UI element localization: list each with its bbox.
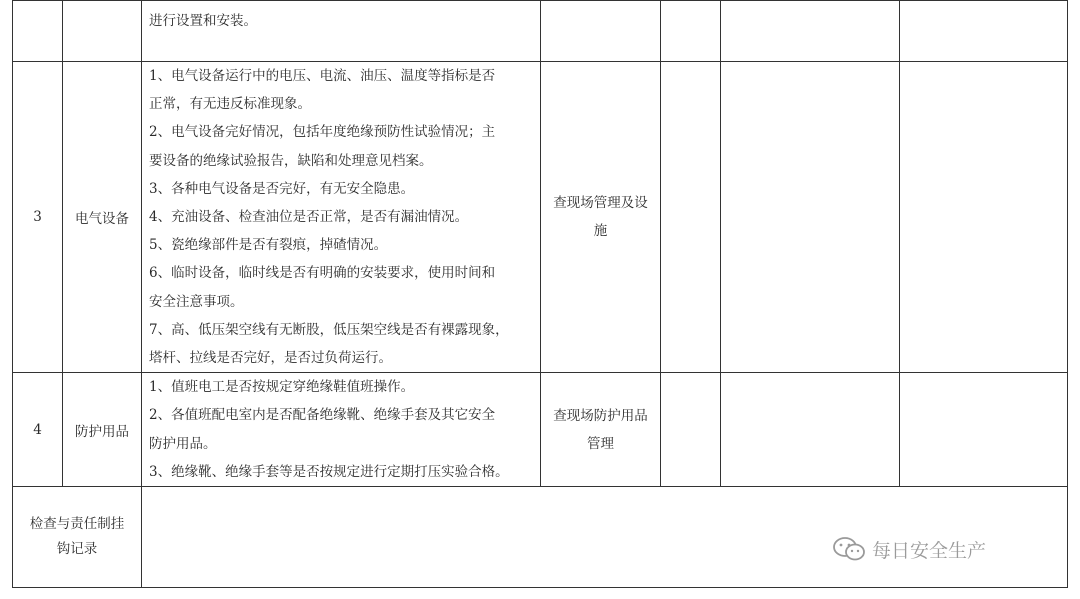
content-line: 1、值班电工是否按规定穿绝缘鞋值班操作。 [149,379,415,396]
content-line: 3、绝缘靴、绝缘手套等是否按规定进行定期打压实验合格。 [149,463,509,480]
item-cell [63,1,142,62]
content-line: 正常，有无违反标准现象。 [149,96,311,113]
watermark-text: 每日安全生产 [872,539,987,562]
content-line: 防护用品。 [149,435,217,452]
method-line: 管理 [587,435,614,452]
content-cell [142,1,541,62]
inspection-table [12,0,1068,588]
method-cell [541,1,661,62]
content-line: 7、高、低压架空线有无断股，低压架空线是否有裸露现象， [149,321,509,338]
table-row [13,373,1068,487]
blank-cell [661,62,721,373]
record-label-line: 检查与责任制挂 [29,516,125,533]
table-row-continuation [13,1,1068,62]
blank-cell [721,62,900,373]
blank-cell [661,373,721,487]
blank-cell [661,1,721,62]
method-cell [541,373,661,487]
content-line: 要设备的绝缘试验报告，缺陷和处理意见档案。 [149,152,433,169]
blank-cell [900,1,1068,62]
item-cell: 防护用品 [63,373,142,487]
content-line: 4、充油设备、检查油位是否正常，是否有漏油情况。 [149,209,469,226]
blank-cell [900,62,1068,373]
no-cell: 3 [13,62,63,373]
no-cell: 4 [13,373,63,487]
blank-cell [721,1,900,62]
content-line: 1、电气设备运行中的电压、电流、油压、温度等指标是否 [149,68,496,84]
content-line: 2、电气设备完好情况，包括年度绝缘预防性试验情况；主 [149,124,496,141]
content-cell [142,373,541,487]
content-line: 塔杆、拉线是否完好，是否过负荷运行。 [149,350,392,367]
content-cell [142,62,541,373]
blank-cell [721,373,900,487]
method-line: 施 [593,223,608,240]
table-row [13,62,1068,373]
no-cell [13,1,63,62]
item-cell: 电气设备 [63,62,142,373]
content-line: 3、各种电气设备是否完好，有无安全隐患。 [149,180,415,197]
blank-cell [900,373,1068,487]
watermark [832,535,986,563]
record-label-line: 钩记录 [56,541,98,558]
content-line: 安全注意事项。 [149,293,244,310]
wechat-icon [832,535,866,563]
content-line: 进行设置和安装。 [149,13,257,29]
method-cell [541,62,661,373]
record-label-cell [13,487,142,588]
content-line: 2、各值班配电室内是否配备绝缘靴、绝缘手套及其它安全 [149,407,496,424]
method-line: 查现场防护用品 [553,407,648,424]
method-line: 查现场管理及设 [553,195,648,212]
content-line: 6、临时设备，临时线是否有明确的安装要求，使用时间和 [149,265,496,282]
content-line: 5、瓷绝缘部件是否有裂痕，掉碴情况。 [149,237,388,254]
